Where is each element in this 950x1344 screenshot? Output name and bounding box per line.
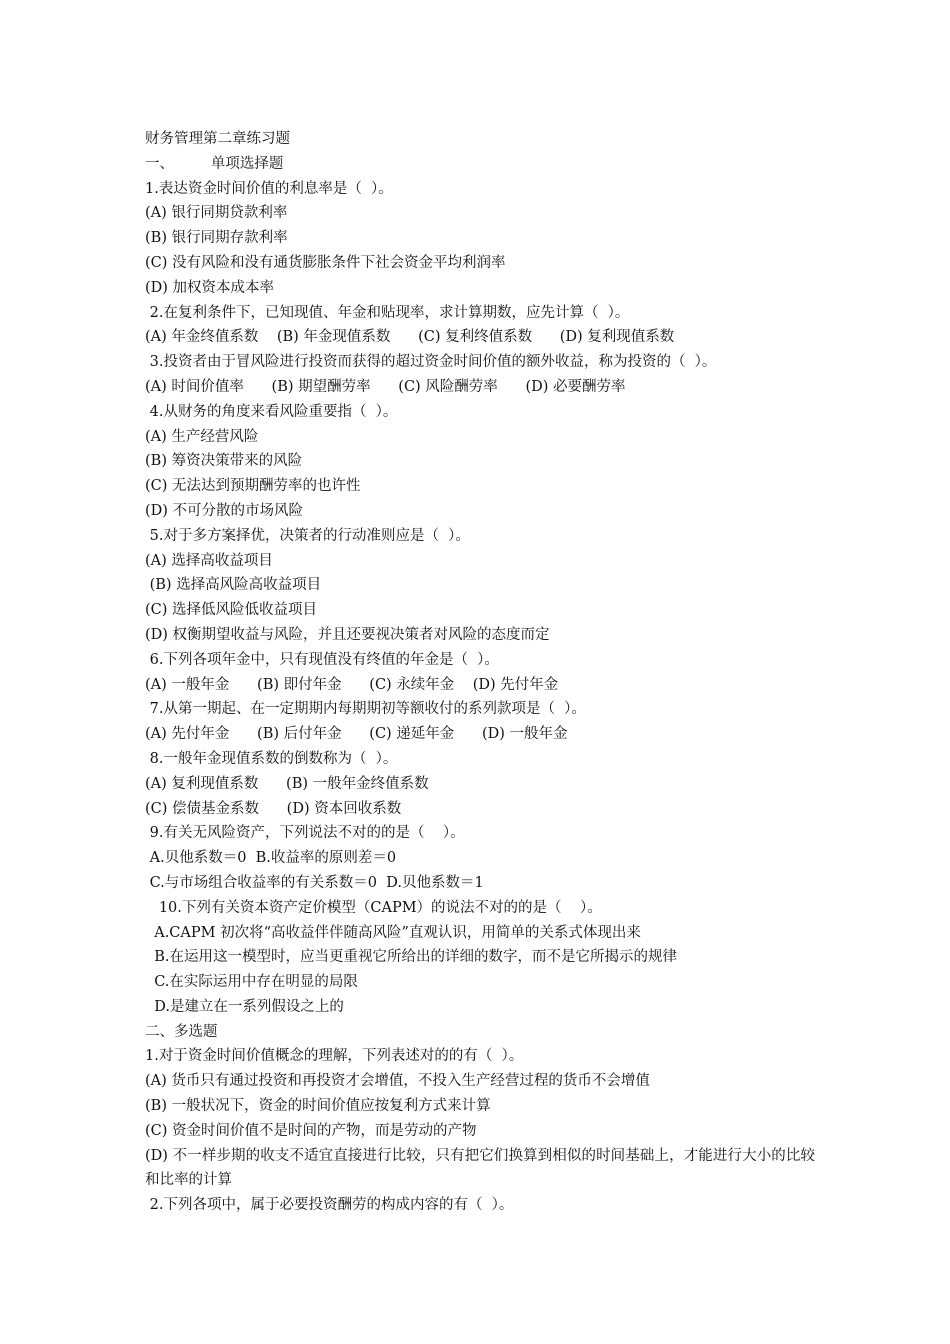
text-line: (A) 先付年金 (B) 后付年金 (C) 递延年金 (D) 一般年金 bbox=[145, 726, 568, 743]
text-line: 9.有关无风险资产，下列说法不对的的是（ ）。 bbox=[145, 825, 465, 842]
document-page bbox=[145, 127, 815, 1218]
text-line: (A) 复利现值系数 (B) 一般年金终值系数 bbox=[145, 775, 429, 792]
text-line: (B) 选择高风险高收益项目 bbox=[145, 577, 322, 594]
text-line: (A) 银行同期贷款利率 bbox=[145, 205, 288, 222]
text-line: D.是建立在一系列假设之上的 bbox=[145, 998, 344, 1015]
text-line: (B) 银行同期存款利率 bbox=[145, 230, 288, 247]
text-line: 2.在复利条件下，已知现值、年金和贴现率，求计算期数，应先计算（ ）。 bbox=[145, 304, 630, 321]
text-line: 一、 单项选择题 bbox=[145, 155, 284, 172]
text-line: (D) 加权资本成本率 bbox=[145, 279, 275, 296]
text-line: (C) 偿债基金系数 (D) 资本回收系数 bbox=[145, 800, 402, 817]
text-line: A.CAPM 初次将“高收益伴伴随高风险”直观认识，用简单的关系式体现出来 bbox=[145, 924, 641, 941]
text-line: (C) 选择低风险低收益项目 bbox=[145, 602, 318, 619]
text-line: (C) 资金时间价值不是时间的产物，而是劳动的产物 bbox=[145, 1122, 477, 1139]
text-line: (A) 货币只有通过投资和再投资才会增值，不投入生产经营过程的货币不会增值 bbox=[145, 1073, 650, 1090]
text-line: 4.从财务的角度来看风险重要指（ ）。 bbox=[145, 403, 398, 420]
text-line: C.在实际运用中存在明显的局限 bbox=[145, 974, 358, 991]
text-line: 3.投资者由于冒风险进行投资而获得的超过资金时间价值的额外收益，称为投资的（ ）。 bbox=[145, 354, 717, 371]
text-line: 1.表达资金时间价值的利息率是（ ）。 bbox=[145, 180, 393, 197]
text-line: 5.对于多方案择优，决策者的行动准则应是（ ）。 bbox=[145, 527, 470, 544]
text-line: (A) 选择高收益项目 bbox=[145, 552, 273, 569]
text-line: (A) 年金终值系数 (B) 年金现值系数 (C) 复利终值系数 (D) 复利现值系数 bbox=[145, 329, 675, 346]
text-line: (C) 无法达到预期酬劳率的也许性 bbox=[145, 478, 361, 495]
paragraph-multiline: (D) 不一样步期的收支不适宜直接进行比较，只有把它们换算到相似的时间基础上，才能进行大小的比较和比率的计算 bbox=[145, 1147, 815, 1189]
text-line: C.与市场组合收益率的有关系数＝0 D.贝他系数＝1 bbox=[145, 874, 484, 891]
document-body bbox=[145, 152, 815, 1144]
text-line: (A) 时间价值率 (B) 期望酬劳率 (C) 风险酬劳率 (D) 必要酬劳率 bbox=[145, 378, 626, 395]
text-line: 6.下列各项年金中，只有现值没有终值的年金是（ ）。 bbox=[145, 651, 499, 668]
text-line: B.在运用这一模型时，应当更重视它所给出的详细的数字，而不是它所揭示的规律 bbox=[145, 949, 677, 966]
text-line: (A) 生产经营风险 bbox=[145, 428, 259, 445]
text-line: (D) 权衡期望收益与风险，并且还要视决策者对风险的态度而定 bbox=[145, 626, 550, 643]
text-line: 1.对于资金时间价值概念的理解，下列表述对的的有（ ）。 bbox=[145, 1048, 524, 1065]
text-line: 10.下列有关资本资产定价模型（CAPM）的说法不对的的是（ ）。 bbox=[145, 899, 602, 916]
text-line: (C) 没有风险和没有通货膨胀条件下社会资金平均利润率 bbox=[145, 254, 506, 271]
text-line: (B) 一般状况下，资金的时间价值应按复利方式来计算 bbox=[145, 1098, 491, 1115]
text-line: (A) 一般年金 (B) 即付年金 (C) 永续年金 (D) 先付年金 bbox=[145, 676, 559, 693]
text-line: 8.一般年金现值系数的倒数称为（ ）。 bbox=[145, 750, 398, 767]
text-line: 二、多选题 bbox=[145, 1023, 218, 1040]
text-line: (B) 筹资决策带来的风险 bbox=[145, 453, 303, 470]
question-line: 2.下列各项中，属于必要投资酬劳的构成内容的有（ ）。 bbox=[145, 1197, 514, 1214]
text-line: 7.从第一期起、在一定期期内每期期初等额收付的系列款项是（ ）。 bbox=[145, 701, 586, 718]
text-line: A.贝他系数＝0 B.收益率的原则差＝0 bbox=[145, 850, 397, 867]
document-title: 财务管理第二章练习题 bbox=[145, 131, 290, 147]
text-line: (D) 不可分散的市场风险 bbox=[145, 502, 304, 519]
